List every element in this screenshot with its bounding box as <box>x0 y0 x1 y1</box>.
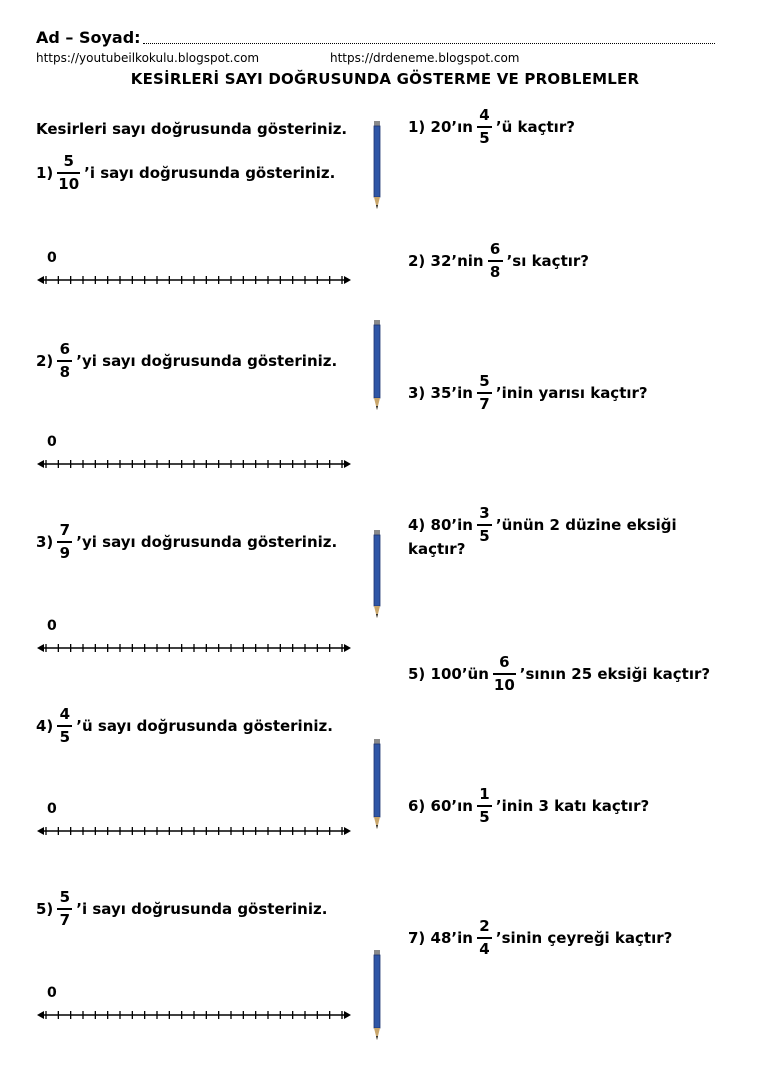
fraction <box>57 153 80 193</box>
problem-suffix: ’sinin çeyreği kaçtır? <box>495 929 673 947</box>
denominator: 10 <box>493 676 515 694</box>
task-number: 3) <box>36 533 54 551</box>
fraction-bar <box>57 172 80 174</box>
task-number: 5) <box>36 900 54 918</box>
numerator: 3 <box>479 504 490 522</box>
numerator: 2 <box>479 917 490 935</box>
fraction <box>477 373 492 413</box>
problem-2 <box>408 241 589 281</box>
problem-suffix: ’sı kaçtır? <box>506 252 589 270</box>
fraction-task-4 <box>36 706 333 746</box>
problem-suffix: ’ünün 2 düzine eksiği <box>495 516 677 534</box>
zero-label: 0 <box>47 434 57 450</box>
url-right: https://drdeneme.blogspot.com <box>330 51 520 65</box>
arrow-left <box>37 644 44 652</box>
numerator: 1 <box>479 785 490 803</box>
number-line-5[interactable] <box>33 1007 355 1023</box>
fraction-bar <box>477 126 492 128</box>
fraction-bar <box>477 805 492 807</box>
fraction-bar <box>493 673 516 675</box>
problem-suffix: ’inin yarısı kaçtır? <box>495 384 648 402</box>
number-line-2[interactable] <box>33 456 355 472</box>
fraction-task-5 <box>36 889 327 929</box>
problem-suffix: ’inin 3 katı kaçtır? <box>495 797 650 815</box>
zero-label: 0 <box>47 801 57 817</box>
arrow-right <box>344 276 351 284</box>
problem-prefix: 1) 20’ın <box>408 118 473 136</box>
name-label: Ad – Soyad: <box>36 28 141 47</box>
numerator: 6 <box>499 653 510 671</box>
zero-label: 0 <box>47 618 57 634</box>
url-left: https://youtubeilkokulu.blogspot.com <box>36 51 260 65</box>
fraction <box>57 522 72 562</box>
fraction-bar <box>57 725 72 727</box>
fraction <box>493 654 516 694</box>
name-answer-line[interactable] <box>143 36 715 44</box>
problem-4 <box>408 505 677 545</box>
denominator: 9 <box>59 544 71 562</box>
numerator: 5 <box>59 888 71 906</box>
task-text: ’yi sayı doğrusunda gösteriniz. <box>76 352 338 370</box>
task-number: 4) <box>36 717 54 735</box>
arrow-right <box>344 460 351 468</box>
fraction-task-1 <box>36 153 335 193</box>
task-text: ’ü sayı doğrusunda gösteriniz. <box>76 717 333 735</box>
arrow-left <box>37 827 44 835</box>
arrow-left <box>37 460 44 468</box>
denominator: 5 <box>479 808 490 826</box>
fraction <box>57 889 72 929</box>
denominator: 5 <box>479 129 490 147</box>
fraction-task-3 <box>36 522 337 562</box>
page-title: KESİRLERİ SAYI DOĞRUSUNDA GÖSTERME VE PROBLEMLER <box>130 70 640 88</box>
fraction-bar <box>477 937 492 939</box>
pencil-icon <box>372 950 382 1040</box>
task-number: 1) <box>36 164 54 182</box>
number-line-4[interactable] <box>33 823 355 839</box>
task-number: 2) <box>36 352 54 370</box>
problem-suffix: ’sının 25 eksiği kaçtır? <box>519 665 711 683</box>
problem-4-line-2: kaçtır? <box>408 540 466 558</box>
fraction <box>488 241 503 281</box>
arrow-right <box>344 644 351 652</box>
denominator: 5 <box>479 527 490 545</box>
denominator: 8 <box>59 363 71 381</box>
fraction <box>477 918 492 958</box>
zero-label: 0 <box>47 985 57 1001</box>
fraction-bar <box>57 908 72 910</box>
pencil-icon <box>372 530 382 618</box>
problem-6 <box>408 786 649 826</box>
numerator: 6 <box>59 340 71 358</box>
problem-prefix: 5) 100’ün <box>408 665 489 683</box>
arrow-right <box>344 827 351 835</box>
left-heading: Kesirleri sayı doğrusunda gösteriniz. <box>36 120 348 138</box>
pencil-icon <box>372 739 382 829</box>
fraction-bar <box>57 541 72 543</box>
problem-prefix: 2) 32’nin <box>408 252 484 270</box>
task-text: ’i sayı doğrusunda gösteriniz. <box>76 900 328 918</box>
problem-prefix: 7) 48’in <box>408 929 473 947</box>
problem-prefix: 4) 80’in <box>408 516 473 534</box>
fraction-bar <box>477 524 492 526</box>
denominator: 7 <box>59 911 71 929</box>
fraction <box>477 107 492 147</box>
problem-4-line-1 <box>408 505 677 545</box>
arrow-left <box>37 276 44 284</box>
fraction <box>57 341 72 381</box>
problem-suffix: ’ü kaçtır? <box>495 118 575 136</box>
arrow-left <box>37 1011 44 1019</box>
numerator: 5 <box>479 372 490 390</box>
numerator: 6 <box>489 240 501 258</box>
denominator: 5 <box>59 728 71 746</box>
problem-prefix: 6) 60’ın <box>408 797 473 815</box>
problem-5 <box>408 654 710 694</box>
fraction-task-2 <box>36 341 337 381</box>
denominator: 8 <box>489 263 501 281</box>
pencil-icon <box>372 121 382 209</box>
numerator: 7 <box>59 521 71 539</box>
denominator: 4 <box>479 940 490 958</box>
number-line-3[interactable] <box>33 640 355 656</box>
denominator: 7 <box>479 395 490 413</box>
zero-label: 0 <box>47 250 57 266</box>
fraction <box>57 706 72 746</box>
pencil-icon <box>372 320 382 410</box>
arrow-right <box>344 1011 351 1019</box>
numerator: 4 <box>479 106 490 124</box>
fraction <box>477 505 492 545</box>
numerator: 5 <box>63 152 74 170</box>
denominator: 10 <box>58 175 80 193</box>
numerator: 4 <box>59 705 71 723</box>
fraction <box>477 786 492 826</box>
fraction-bar <box>488 260 503 262</box>
problem-3 <box>408 373 648 413</box>
task-text: ’i sayı doğrusunda gösteriniz. <box>84 164 336 182</box>
fraction-bar <box>477 392 492 394</box>
problem-prefix: 3) 35’in <box>408 384 473 402</box>
problem-7 <box>408 918 672 958</box>
task-text: ’yi sayı doğrusunda gösteriniz. <box>76 533 338 551</box>
fraction-bar <box>57 360 72 362</box>
number-line-1[interactable] <box>33 272 355 288</box>
problem-1 <box>408 107 575 147</box>
